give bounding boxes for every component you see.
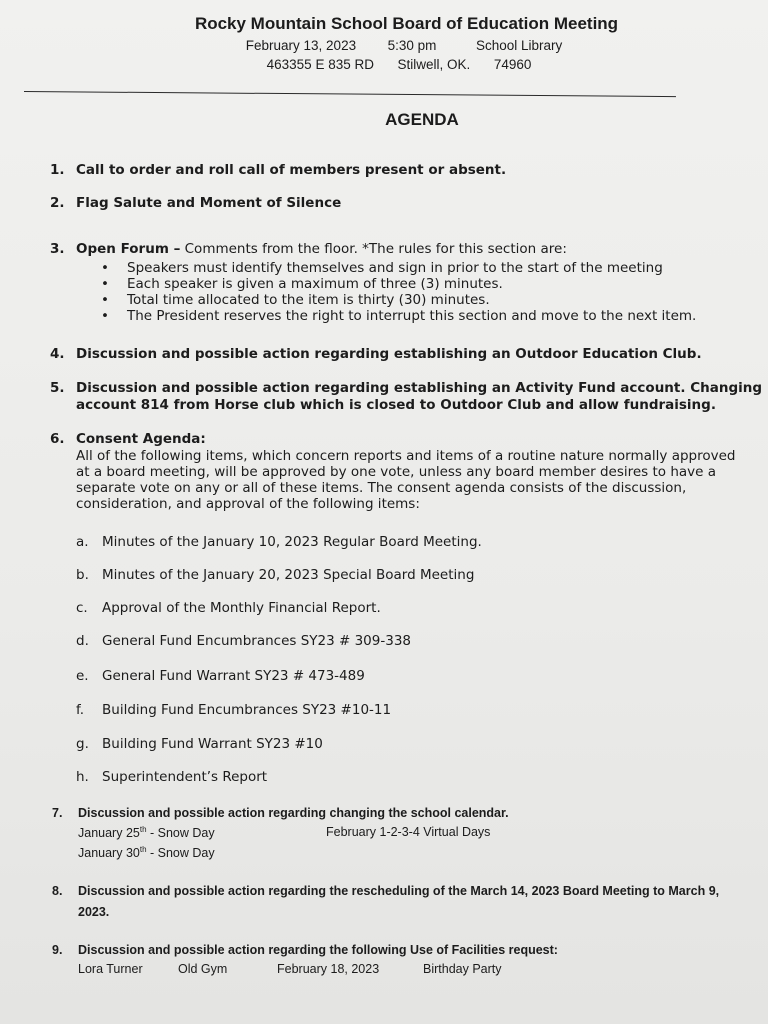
snow-day-jan-25: January 25th - Snow Day [78, 825, 215, 841]
virtual-days-feb: February 1-2-3-4 Virtual Days [326, 825, 491, 839]
facility-request-place: Old Gym [178, 962, 228, 976]
agenda-item-3: 3. Open Forum – Comments from the floor. *The rules for this section are: [50, 241, 567, 257]
agenda-item-4: 4. Discussion and possible action regarding establishing an Outdoor Education Club. [50, 346, 702, 362]
consent-item-h: h. Superintendent’s Report [76, 769, 268, 785]
facility-request-purpose: Birthday Party [423, 962, 502, 976]
consent-item-b: b. Minutes of the January 20, 2023 Special Board Meeting [76, 567, 475, 583]
consent-item-g: g. Building Fund Warrant SY23 #10 [76, 736, 323, 752]
consent-item-d: d. General Fund Encumbrances SY23 # 309-338 [76, 633, 412, 649]
agenda-item-5-continued: account 814 from Horse club which is closed to Outdoor Club and allow fundraising. [76, 397, 716, 413]
consent-agenda-description: separate vote on any or all of these items. The consent agenda consists of the discussion, [76, 480, 687, 496]
agenda-item-8-continued: 2023. [78, 905, 110, 919]
agenda-item-5: 5. Discussion and possible action regarding establishing an Activity Fund account. Changing [50, 380, 763, 396]
meeting-address: 463355 E 835 RD [266, 57, 374, 72]
consent-item-a: a. Minutes of the January 10, 2023 Regular Board Meeting. [76, 534, 482, 550]
agenda-item-9: 9. Discussion and possible action regarding the following Use of Facilities request: [52, 943, 558, 957]
consent-agenda-description: consideration, and approval of the following items: [76, 496, 420, 512]
agenda-item-1: 1. Call to order and roll call of members present or absent. [50, 162, 507, 178]
consent-item-f: f. Building Fund Encumbrances SY23 #10-11 [76, 702, 392, 718]
agenda-item-6: 6. Consent Agenda: [50, 431, 206, 447]
facility-request-date: February 18, 2023 [277, 962, 380, 976]
consent-item-c: c. Approval of the Monthly Financial Report. [76, 600, 381, 616]
open-forum-rule: • The President reserves the right to interrupt this section and move to the next item. [101, 308, 697, 324]
header-divider [24, 91, 676, 97]
agenda-item-8: 8. Discussion and possible action regarding the rescheduling of the March 14, 2023 Board Meeting to March 9, [52, 884, 720, 898]
meeting-location: School Library [475, 38, 563, 53]
consent-agenda-description: All of the following items, which concern reports and items of a routine nature normally approved [76, 448, 736, 464]
agenda-item-2: 2. Flag Salute and Moment of Silence [50, 195, 342, 211]
agenda-item-7: 7. Discussion and possible action regarding changing the school calendar. [52, 806, 509, 820]
snow-day-jan-30: January 30th - Snow Day [78, 845, 215, 861]
meeting-date: February 13, 2023 [245, 38, 357, 53]
document-title: Rocky Mountain School Board of Education Meeting [194, 14, 619, 33]
document-header [0, 14, 768, 72]
consent-agenda-description: at a board meeting, will be approved by one vote, unless any board member desires to have a [76, 464, 717, 480]
open-forum-rule: • Speakers must identify themselves and sign in prior to the start of the meeting [101, 260, 663, 276]
meeting-city: Stilwell, OK. [397, 57, 471, 72]
facility-request-name: Lora Turner [78, 962, 143, 976]
meeting-time: 5:30 pm [387, 38, 437, 53]
open-forum-rule: • Each speaker is given a maximum of three (3) minutes. [101, 276, 503, 292]
consent-item-e: e. General Fund Warrant SY23 # 473-489 [76, 668, 365, 684]
meeting-zip: 74960 [493, 57, 532, 72]
agenda-heading: AGENDA [385, 110, 459, 129]
open-forum-rule: • Total time allocated to the item is thirty (30) minutes. [101, 292, 490, 308]
